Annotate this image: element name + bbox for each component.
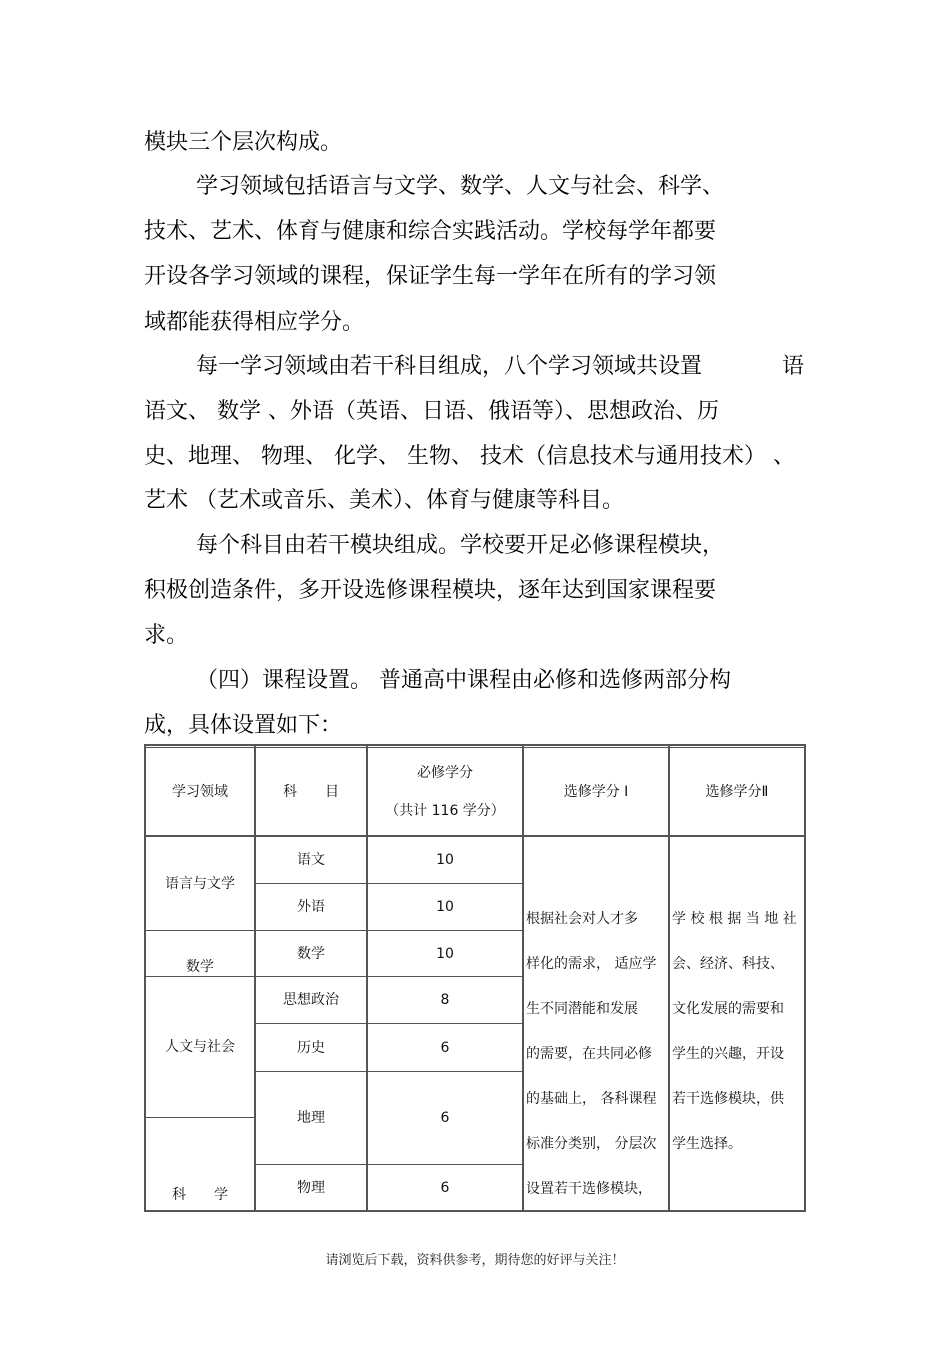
elective-1-description	[526, 897, 666, 1212]
elective-2-line: 文化发展的需要和	[672, 1001, 784, 1017]
elective-1-line: 的需要，在共同必修	[526, 1046, 652, 1062]
elective-2-line: 学 校 根 据 当 地 社	[672, 911, 797, 927]
subject-cell: 外语	[297, 899, 325, 915]
subject-cell: 历史	[297, 1039, 325, 1056]
subject-cell: 地理	[297, 1110, 325, 1126]
body-line: 每一学习领域由若干科目组成，八个学习领域共设置	[196, 354, 703, 379]
subject-cell: 物理	[297, 1179, 325, 1196]
credit-cell: 8	[440, 992, 450, 1008]
domain-cell: 人文与社会	[165, 1039, 235, 1055]
header-required-credits	[368, 748, 522, 835]
elective-2-description	[672, 897, 802, 1167]
elective-2-line: 学生选择。	[672, 1136, 742, 1152]
elective-2-line: 会、经济、科技、	[672, 956, 784, 972]
body-line: 学习领域包括语言与文学、数学、人文与社会、科学、	[196, 174, 725, 199]
credit-cell: 6	[440, 1039, 450, 1056]
header-elective-1: 选修学分 Ⅰ	[563, 783, 629, 800]
section-heading-line: （四）课程设置。 普通高中课程由必修和选修两部分构	[196, 668, 731, 693]
domain-cell: 科 学	[172, 1187, 228, 1203]
body-line: 技术、艺术、体育与健康和综合实践活动。学校每学年都要	[144, 219, 717, 244]
credit-cell: 10	[436, 899, 454, 915]
elective-1-line: 根据社会对人才多	[526, 911, 638, 927]
subject-cell: 数学	[297, 945, 325, 962]
body-line: 史、地理、 物理、 化学、 生物、 技术（信息技术与通用技术） 、	[144, 444, 795, 469]
body-line: 语文、 数学 、外语（英语、日语、俄语等）、思想政治、历	[144, 399, 719, 424]
course-table	[144, 744, 806, 1214]
domain-cell: 语言与文学	[165, 875, 235, 892]
elective-1-line: 生不同潜能和发展	[526, 1001, 638, 1017]
credit-cell: 6	[440, 1179, 450, 1196]
credit-cell: 10	[436, 945, 454, 962]
body-line: 每个科目由若干模块组成。学校要开足必修课程模块，	[196, 533, 725, 558]
subject-cell: 思想政治	[283, 992, 339, 1008]
page-footer: 请浏览后下载，资料供参考，期待您的好评与关注！	[325, 1253, 625, 1268]
elective-2-line: 学生的兴趣，开设	[672, 1046, 784, 1062]
body-line: 积极创造条件，多开设选修课程模块，逐年达到国家课程要	[144, 578, 717, 603]
elective-1-line: 设置若干选修模块，	[526, 1181, 652, 1197]
elective-1-line: 标准分类别， 分层次	[526, 1136, 657, 1152]
body-line: 艺术 （艺术或音乐、美术）、体育与健康等科目。	[144, 488, 624, 513]
table-border	[144, 744, 806, 746]
elective-1-line: 的基础上， 各科课程	[526, 1091, 657, 1107]
body-line: 开设各学习领域的课程，保证学生每一学年在所有的学习领	[144, 264, 717, 289]
body-line: 成，具体设置如下：	[144, 713, 343, 738]
elective-2-line: 若干选修模块，供	[672, 1091, 784, 1107]
header-required-label: 必修学分	[417, 764, 473, 781]
header-elective-2: 选修学分Ⅱ	[705, 783, 769, 800]
table-border	[804, 744, 806, 1212]
credit-cell: 10	[436, 852, 454, 868]
header-subject: 科 目	[283, 783, 339, 800]
body-line: 域都能获得相应学分。	[144, 310, 365, 335]
credit-cell: 6	[440, 1110, 450, 1126]
subject-cell: 语文	[297, 852, 325, 868]
table-border	[144, 1210, 806, 1212]
domain-cell: 数学	[186, 959, 214, 975]
body-line: 求。	[144, 623, 189, 648]
body-line: 模块三个层次构成。	[144, 130, 343, 155]
body-line-end-char: 语	[782, 354, 805, 379]
header-domain: 学习领域	[172, 783, 228, 800]
elective-1-line: 样化的需求， 适应学	[526, 956, 657, 972]
header-required-total: （共计 116 学分）	[385, 802, 505, 819]
